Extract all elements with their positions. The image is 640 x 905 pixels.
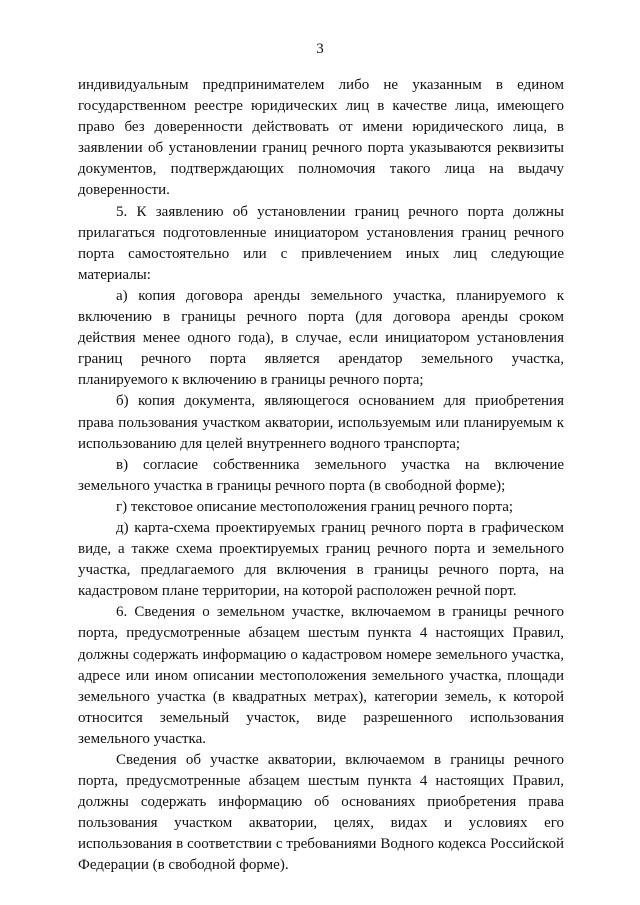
page-number: 3	[316, 41, 324, 57]
paragraph-continuation: индивидуальным предпринимателем либо не указанным в едином государственном реестре юридических лиц в качестве лица, имеющего право без доверенности действовать от имени юридического лица, в заявлении об установлении границ речного порта указываются реквизиты документов, подтверждающих полномочия такого лица на выдачу доверенности.	[78, 77, 564, 199]
paragraph-subitem-d: д) карта-схема проектируемых границ речного порта в графическом виде, а также схема проектируемых границ речного порта и земельного участка, предлагаемого для включения в границы речного порта, на кадастровом плане территории, на которой расположен речной порт.	[78, 519, 564, 600]
paragraph-subitem-g: г) текстовое описание местоположения границ речного порта;	[116, 498, 514, 515]
paragraph-subitem-a: а) копия договора аренды земельного участка, планируемого к включению в границы речного порта (для договора аренды сроком действия менее одного года), в случае, если инициатором установления границ речного порта является арендатор земельного участка, планируемого к включению в границы речного порта;	[78, 287, 564, 389]
paragraph-item-6: 6. Сведения о земельном участке, включаемом в границы речного порта, предусмотренные абзацем шестым пункта 4 настоящих Правил, должны содержать информацию о кадастровом номере земельного участка, адресе или ином описании местоположения земельного участка, площади земельного участка (в квадратных метрах), категории земель, к которой относится земельный участок, виде разрешенного использования земельного участка.	[78, 604, 564, 747]
paragraph-item-6-continuation: Сведения об участке акватории, включаемом в границы речного порта, предусмотренные абзацем шестым пункта 4 настоящих Правил, должны содержать информацию об основаниях приобретения права пользования участком акватории, целях, видах и условиях его использования в соответствии с требованиями Водного кодекса Российской Федерации (в свободной форме).	[78, 752, 564, 874]
paragraph-item-5: 5. К заявлению об установлении границ речного порта должны прилагаться подготовленные инициатором установления границ речного порта самостоятельно или с привлечением иных лиц следующие материалы:	[78, 203, 564, 283]
paragraph-subitem-v: в) согласие собственника земельного участка на включение земельного участка в границы речного порта (в свободной форме);	[78, 456, 564, 494]
document-body	[78, 75, 564, 877]
paragraph-subitem-b: б) копия документа, являющегося основанием для приобретения права пользования участком акватории, используемым или планируемым к использованию для целей внутреннего водного транспорта;	[78, 393, 564, 452]
